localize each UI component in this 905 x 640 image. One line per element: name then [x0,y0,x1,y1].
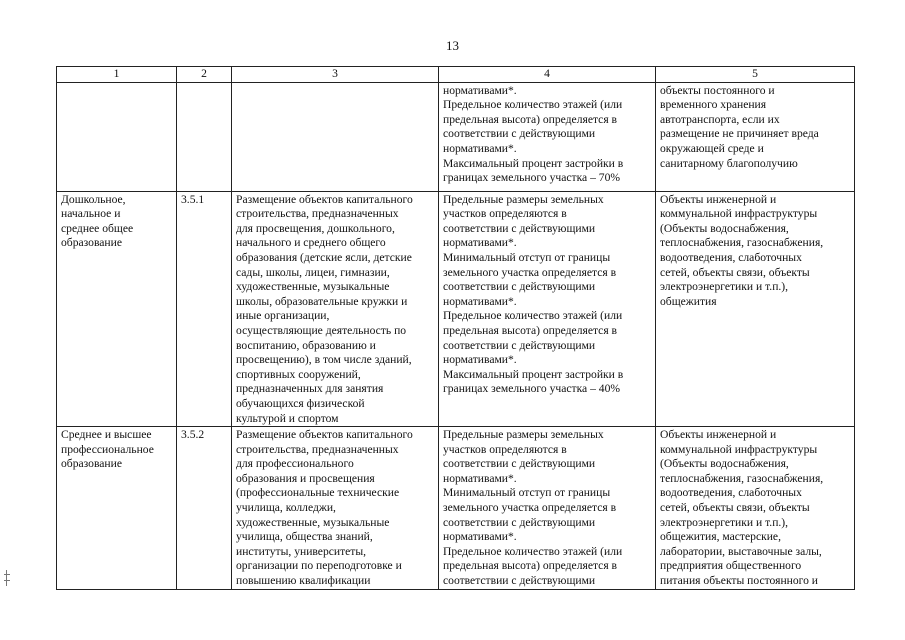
cell-parameters: Предельные размеры земельных участков определяются в соответствии с действующими нормативами*. Минимальный отступ от границы земельного участка определяется в соответствии с действующими нормативами*. Предельное количество этажей (или предельная высота) определяется в соответствии с действующими нормативами*. Максимальный процент застройки в границах земельного участка – 40% [439,191,656,427]
zoning-table [56,66,855,590]
scan-edge-mark [6,570,10,586]
cell-parameters: Предельные размеры земельных участков определяются в соответствии с действующими нормативами*. Минимальный отступ от границы земельного участка определяется в соответствии с действующими нормативами*. Предельное количество этажей (или предельная высота) определяется в соответствии с действующими [439,427,656,590]
cell-use-name: Среднее и высшее профессиональное образование [57,427,177,590]
cell-use-description: Размещение объектов капитального строительства, предназначенных для профессионального образования и просвещения (профессиональные технические училища, колледжи, художественные, музыкальные училища, общества знаний, институты, университеты, организации по переподготовке и повышению квалификации [232,427,439,590]
table-row-preschool-education [57,191,855,427]
header-col-1: 1 [57,67,177,83]
header-col-2: 2 [177,67,232,83]
cell-use-code: 3.5.2 [177,427,232,590]
table-row-continuation [57,82,855,191]
cell-use-code: 3.5.1 [177,191,232,427]
page-number: 13 [446,38,459,53]
cell-use-description: Размещение объектов капитального строительства, предназначенных для просвещения, дошкольного, начального и среднего общего образования (детские ясли, детские сады, школы, лицеи, гимназии, художественные, музыкальные школы, образовательные кружки и иные организации, осуществляющие деятельность по воспитанию, образованию и просвещению), в том числе зданий, спортивных сооружений, предназначенных для занятия обучающихся физической культурой и спортом [232,191,439,427]
cell-auxiliary-uses: Объекты инженерной и коммунальной инфраструктуры (Объекты водоснабжения, теплоснабжения, газоснабжения, водоотведения, слаботочных сетей, объекты связи, объекты электроэнергетики и т.п.), общежития [656,191,855,427]
header-col-4: 4 [439,67,656,83]
header-col-3: 3 [232,67,439,83]
table-row-professional-education [57,427,855,590]
cell-use-description [232,82,439,191]
header-col-5: 5 [656,67,855,83]
cell-use-code [177,82,232,191]
cell-auxiliary-uses: объекты постоянного и временного хранения автотранспорта, если их размещение не причиняет вреда окружающей среде и санитарному благополучию [656,82,855,191]
cell-use-name [57,82,177,191]
table-header-row [57,67,855,83]
cell-parameters: нормативами*. Предельное количество этажей (или предельная высота) определяется в соответствии с действующими нормативами*. Максимальный процент застройки в границах земельного участка – 70% [439,82,656,191]
cell-auxiliary-uses: Объекты инженерной и коммунальной инфраструктуры (Объекты водоснабжения, теплоснабжения, газоснабжения, водоотведения, слаботочных сетей, объекты связи, объекты электроэнергетики и т.п.), общежития, мастерские, лаборатории, выставочные залы, предприятия общественного питания объекты постоянного и [656,427,855,590]
cell-use-name: Дошкольное, начальное и среднее общее образование [57,191,177,427]
